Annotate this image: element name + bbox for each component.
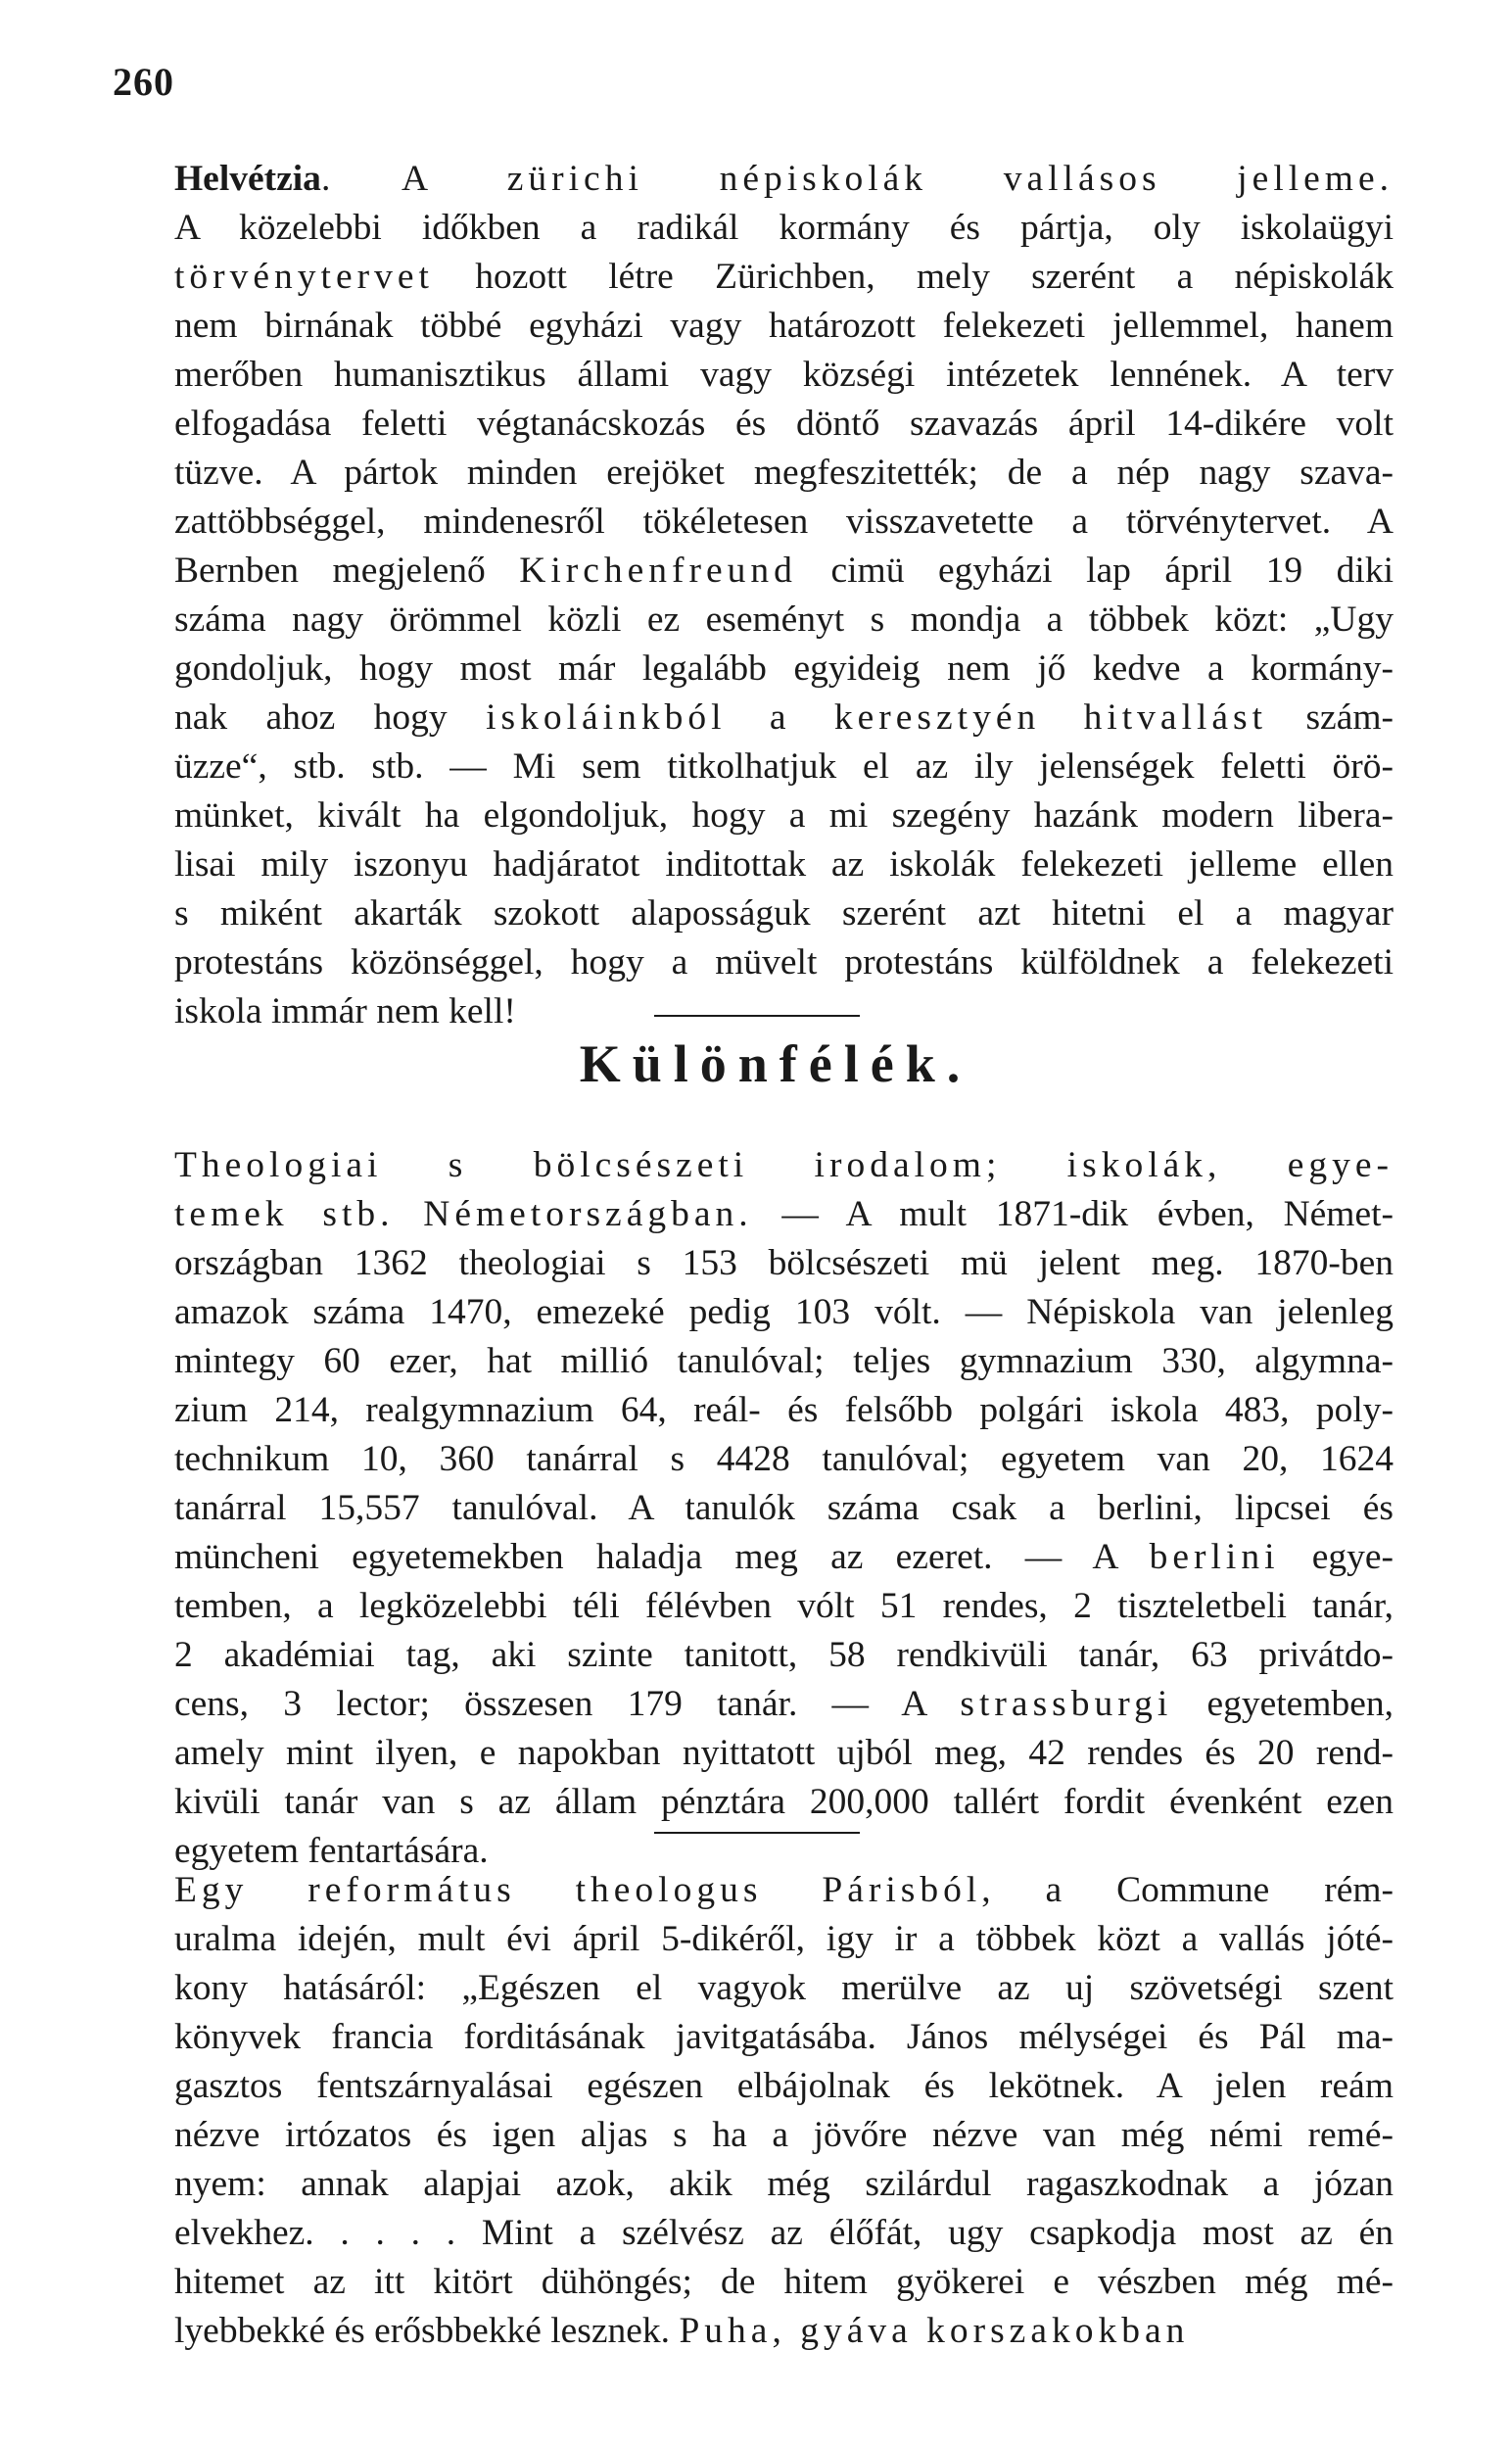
text-run: elvekhez. . . . . Mint a szélvész az élőfát, ugy csapkodja most az én	[174, 2213, 1394, 2253]
text-run: egyetem fentartására.	[174, 1831, 489, 1871]
article-nemetorszag	[174, 1141, 1394, 1876]
text-run: Theologiai s bölcsészeti irodalom; iskolák, egye-	[174, 1145, 1394, 1185]
text-run: hozott létre Zürichben, mely szerént a népiskolák	[433, 257, 1394, 297]
text-run: szám-	[1267, 697, 1394, 738]
text-run: uralma idején, mult évi ápril 5-dikéről, igy ir a többek közt a vallás jóté-	[174, 1919, 1394, 1959]
text-line	[174, 547, 1394, 596]
text-run: .	[320, 159, 402, 199]
text-run: egye-	[1279, 1537, 1394, 1577]
text-run: amely mint ilyen, e napokban nyittatott ujból meg, 42 rendes és 20 rend-	[174, 1733, 1394, 1773]
text-line	[174, 449, 1394, 498]
text-run: berlini	[1149, 1537, 1280, 1577]
text-line	[174, 2160, 1394, 2209]
text-run: A közelebbi időkben a radikál kormány és pártja, oly iskolaügyi	[174, 208, 1394, 248]
text-line	[174, 1337, 1394, 1386]
text-line	[174, 302, 1394, 351]
text-run: nyem: annak alapjai azok, akik még szilárdul ragaszkodnak a józan	[174, 2164, 1394, 2204]
text-run: münket, kivált ha elgondoljuk, hogy a mi szegény hazánk modern libera-	[174, 795, 1394, 836]
text-line	[174, 791, 1394, 840]
article-paris	[174, 1866, 1394, 2356]
text-run: tüzve. A pártok minden erejöket megfeszitették; de a nép nagy szava-	[174, 453, 1394, 493]
text-line	[174, 743, 1394, 791]
text-line	[174, 2062, 1394, 2111]
section-heading: Különfélék.	[579, 1034, 972, 1093]
text-line	[174, 2209, 1394, 2258]
text-run: Helvétzia	[174, 159, 321, 199]
text-run: nézve irtózatos és igen aljas s ha a jövőre nézve van még némi remé-	[174, 2115, 1394, 2155]
text-line	[174, 1484, 1394, 1533]
text-run: Egy református theologus Párisból	[174, 1870, 982, 1910]
section-divider	[654, 1015, 860, 1017]
text-run: cens, 3 lector; összesen 179 tanár. — A	[174, 1684, 961, 1724]
text-line	[174, 1239, 1394, 1288]
text-line	[174, 987, 1394, 1036]
text-run: nak ahoz hogy	[174, 697, 487, 738]
text-line	[174, 2013, 1394, 2062]
text-line	[174, 1386, 1394, 1435]
text-run: 2 akadémiai tag, aki szinte tanitott, 58 rendkivüli tanár, 63 privátdo-	[174, 1635, 1394, 1675]
text-run: kivüli tanár van s az állam pénztára 200,000 tallért fordit évenként ezen	[174, 1782, 1394, 1822]
text-line	[174, 498, 1394, 547]
text-line	[174, 840, 1394, 889]
text-run: technikum 10, 360 tanárral s 4428 tanulóval; egyetem van 20, 1624	[174, 1439, 1394, 1479]
text-line	[174, 1533, 1394, 1582]
text-line	[174, 1915, 1394, 1964]
text-line	[174, 2111, 1394, 2160]
text-run: zattöbbséggel, mindenesről tökéletesen visszavetette a törvénytervet. A	[174, 502, 1394, 542]
page-number: 260	[113, 60, 174, 104]
text-line	[174, 645, 1394, 694]
text-run	[395, 1194, 424, 1234]
text-line	[174, 1190, 1394, 1239]
text-run: tanárral 15,557 tanulóval. A tanulók száma csak a berlini, lipcsei és	[174, 1488, 1394, 1528]
text-line	[174, 1729, 1394, 1778]
text-run: száma nagy örömmel közli ez eseményt s mondja a többek közt: „Ugy	[174, 600, 1394, 640]
text-run: hitemet az itt kitört dühöngés; de hitem gyökerei e vészben még mé-	[174, 2262, 1394, 2302]
text-run: könyvek francia forditásának javitgatásába. János mélységei és Pál ma-	[174, 2017, 1394, 2057]
text-run: Puha, gyáva korszakokban	[679, 2311, 1190, 2351]
text-run: országban 1362 theologiai s 153 bölcsészeti mü jelent meg. 1870-ben	[174, 1243, 1394, 1283]
text-run: Bernben megjelenő	[174, 551, 520, 591]
text-line	[174, 1680, 1394, 1729]
text-line	[174, 889, 1394, 938]
text-line	[174, 1631, 1394, 1680]
text-run: cimü egyházi lap ápril 19 diki	[796, 551, 1394, 591]
text-line	[174, 1582, 1394, 1631]
text-run: protestáns közönséggel, hogy a müvelt protestáns külföldnek a felekezeti	[174, 942, 1394, 983]
text-line	[174, 253, 1394, 302]
text-run: temek stb.	[174, 1194, 395, 1234]
text-run: nem birnának többé egyházi vagy határozott felekezeti jellemmel, hanem	[174, 306, 1394, 346]
text-line	[174, 694, 1394, 743]
text-run: A zürichi népiskolák vallásos jelleme.	[402, 159, 1394, 199]
text-line	[174, 1435, 1394, 1484]
text-run: temben, a legközelebbi téli félévben vólt 51 rendes, 2 tiszteletbeli tanár,	[174, 1586, 1394, 1626]
text-run: amazok száma 1470, emezeké pedig 103 vólt. — Népiskola van jelenleg	[174, 1292, 1394, 1332]
section-divider	[654, 1832, 860, 1834]
text-line	[174, 938, 1394, 987]
text-run: iskoláinkból a keresztyén hitvallást	[486, 697, 1268, 738]
text-line	[174, 2258, 1394, 2307]
text-run: elfogadása feletti végtanácskozás és döntő szavazás ápril 14-dikére volt	[174, 404, 1394, 444]
text-run: kony hatásáról: „Egészen el vagyok merülve az uj szövetségi szent	[174, 1968, 1394, 2008]
text-run: gondoljuk, hogy most már legalább egyideig nem jő kedve a kormány-	[174, 648, 1394, 689]
text-line	[174, 351, 1394, 400]
text-run: zium 214, realgymnazium 64, reál- és felsőbb polgári iskola 483, poly-	[174, 1390, 1394, 1430]
text-line	[174, 596, 1394, 645]
text-run: lyebbekké és erősbbekké lesznek.	[174, 2311, 680, 2351]
text-run: strassburgi	[960, 1684, 1173, 1724]
text-run: Németországban.	[423, 1194, 753, 1234]
article-helvetzia	[174, 155, 1394, 1036]
text-run: s miként akarták szokott alaposságuk szerént azt hitetni el a magyar	[174, 893, 1394, 934]
text-line	[174, 155, 1394, 204]
text-line	[174, 400, 1394, 449]
text-line	[174, 1964, 1394, 2013]
text-run: lisai mily iszonyu hadjáratot inditottak az iskolák felekezeti jelleme ellen	[174, 844, 1394, 885]
text-run: — A mult 1871-dik évben, Német-	[752, 1194, 1394, 1234]
text-line	[174, 1141, 1394, 1190]
text-run: mintegy 60 ezer, hat millió tanulóval; teljes gymnazium 330, algymna-	[174, 1341, 1394, 1381]
text-line	[174, 1866, 1394, 1915]
text-line	[174, 1778, 1394, 1827]
text-run: iskola immár nem kell!	[174, 991, 516, 1031]
text-run: merőben humanisztikus állami vagy községi intézetek lennének. A terv	[174, 355, 1394, 395]
text-run: üzze“, stb. stb. — Mi sem titkolhatjuk el az ily jelenségek feletti örö-	[174, 746, 1394, 787]
text-run: egyetemben,	[1172, 1684, 1394, 1724]
text-run: , a Commune rém-	[981, 1870, 1394, 1910]
text-line	[174, 2307, 1394, 2356]
text-run: Kirchenfreund	[519, 551, 797, 591]
text-run: gasztos fentszárnyalásai egészen elbájolnak és lekötnek. A jelen reám	[174, 2066, 1394, 2106]
text-run: törvénytervet	[174, 257, 434, 297]
text-line	[174, 1288, 1394, 1337]
text-line	[174, 204, 1394, 253]
text-run: müncheni egyetemekben haladja meg az ezeret. — A	[174, 1537, 1150, 1577]
